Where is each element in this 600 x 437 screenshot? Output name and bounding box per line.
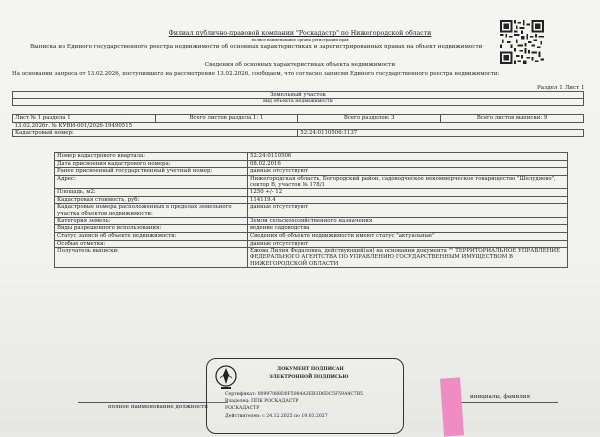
extract-date-number: 13.02.2026г. № КУВИ-001/2026-19490515	[14, 122, 133, 129]
pink-sticker	[440, 377, 464, 436]
table-row	[55, 168, 568, 176]
row-value: 1250 +/- 12	[248, 189, 568, 197]
table-row	[55, 160, 568, 168]
row-value: Земли сельскохозяйственного назначения	[248, 217, 568, 225]
electronic-signature-stamp	[206, 358, 404, 434]
object-header-table	[12, 91, 584, 137]
sheet-number: Лист № 1 раздела 1	[13, 115, 156, 122]
row-value: Сведения об объекте недвижимости имеют статус "актуальные"	[248, 232, 568, 240]
object-type: Земельный участок	[13, 92, 584, 99]
issuing-organization: Филиал публично-правовой компании "Роскадастр" по Нижегородской области	[168, 30, 432, 37]
table-row	[55, 248, 568, 268]
sections-total: Всего разделов: 3	[298, 115, 441, 122]
emblem-icon	[215, 365, 237, 391]
row-label: Кадастровые номера расположенных в пределах земельного участка объектов недвижимости:	[55, 204, 248, 217]
section-reference: Раздел 1 Лист 1	[537, 85, 585, 91]
row-value: Ежова Лилия Федаловна, действующий(ая) на основании документа "" ТЕРРИТОРИАЛЬНОЕ УПРАВЛЕНИЕ ФЕДЕРАЛЬНОГО АГЕНТСТВА ПО УПРАВЛЕНИЮ ГОСУДАРСТВЕННЫМ ИМУЩЕСТВОМ В НИЖЕГОРОДСКОЙ ОБЛАСТИ	[248, 248, 568, 268]
organization-caption: полное наименование органа регистрации прав	[251, 37, 349, 42]
stamp-line-1: ДОКУМЕНТ ПОДПИСАН	[277, 367, 344, 372]
table-row	[55, 153, 568, 161]
row-label: Виды разрешенного использования:	[55, 225, 248, 233]
request-intro: На основании запроса от 13.02.2026, поступившего на рассмотрение 13.02.2026, сообщаем, что согласно записям Единого государственного реестра недвижимости:	[12, 71, 500, 77]
document-subtitle: Сведения об основных характеристиках объекта недвижимости	[204, 62, 396, 68]
row-value: Нижегородская область, Богородский район, садоводческое некоммерческое товарищество "Шелудяево", сектор В, участок № 178/1	[248, 175, 568, 188]
stamp-owner-short: РОСКАДАСТР	[225, 406, 260, 411]
document-title: Выписка из Единого государственного реестра недвижимости об основных характеристиках и зарегистрированных правах на объект недвижимости	[30, 44, 483, 50]
row-label: Дата присвоения кадастрового номера:	[55, 160, 248, 168]
table-row	[55, 204, 568, 217]
stamp-owner: Владелец: ППК РОСКАДАСТР	[225, 399, 299, 404]
row-label: Получатель выписки:	[55, 248, 248, 268]
row-value: данные отсутствуют	[248, 204, 568, 217]
row-label: Адрес:	[55, 175, 248, 188]
object-type-caption: вид объекта недвижимости	[13, 99, 584, 106]
row-value: 114119.4	[248, 196, 568, 204]
row-value: данные отсутствуют	[248, 240, 568, 248]
row-label: Статус записи об объекте недвижимости:	[55, 232, 248, 240]
cadastral-number-value: 52:24:0110506:1137	[298, 129, 584, 136]
section-sheets: Всего листов раздела 1: 1	[155, 115, 298, 122]
table-row	[55, 189, 568, 197]
signature-caption: инициалы, фамилия	[470, 394, 531, 400]
signature-line	[452, 402, 558, 403]
sheets-total: Всего листов выписки: 9	[441, 115, 584, 122]
position-caption: полное наименование должности	[108, 404, 208, 410]
table-row	[55, 196, 568, 204]
table-row	[55, 232, 568, 240]
row-value: ведение садоводства	[248, 225, 568, 233]
stamp-validity: Действителен: с 24.12.2025 по 19.03.2027	[225, 414, 328, 419]
row-value: 52:24:0110506	[248, 153, 568, 161]
row-label: Кадастровая стоимость, руб:	[55, 196, 248, 204]
characteristics-table	[54, 152, 568, 268]
row-label: Категория земель:	[55, 217, 248, 225]
row-value: 08.02.2016	[248, 160, 568, 168]
table-row	[55, 217, 568, 225]
row-label: Площадь, м2:	[55, 189, 248, 197]
row-value: данные отсутствуют	[248, 168, 568, 176]
stamp-certificate: Сертификат: 00997088D0F5984A3EB3D6DC5F59A4C7B5	[225, 392, 364, 397]
row-label: Особые отметки:	[55, 240, 248, 248]
row-label: Номер кадастрового квартала:	[55, 153, 248, 161]
cadastral-number-label: Кадастровый номер:	[13, 129, 298, 136]
table-row	[55, 175, 568, 188]
row-label: Ранее присвоенный государственный учетный номер:	[55, 168, 248, 176]
stamp-line-2: ЭЛЕКТРОННОЙ ПОДПИСЬЮ	[269, 375, 349, 380]
table-row	[55, 240, 568, 248]
qr-code	[500, 20, 544, 64]
table-row	[55, 225, 568, 233]
